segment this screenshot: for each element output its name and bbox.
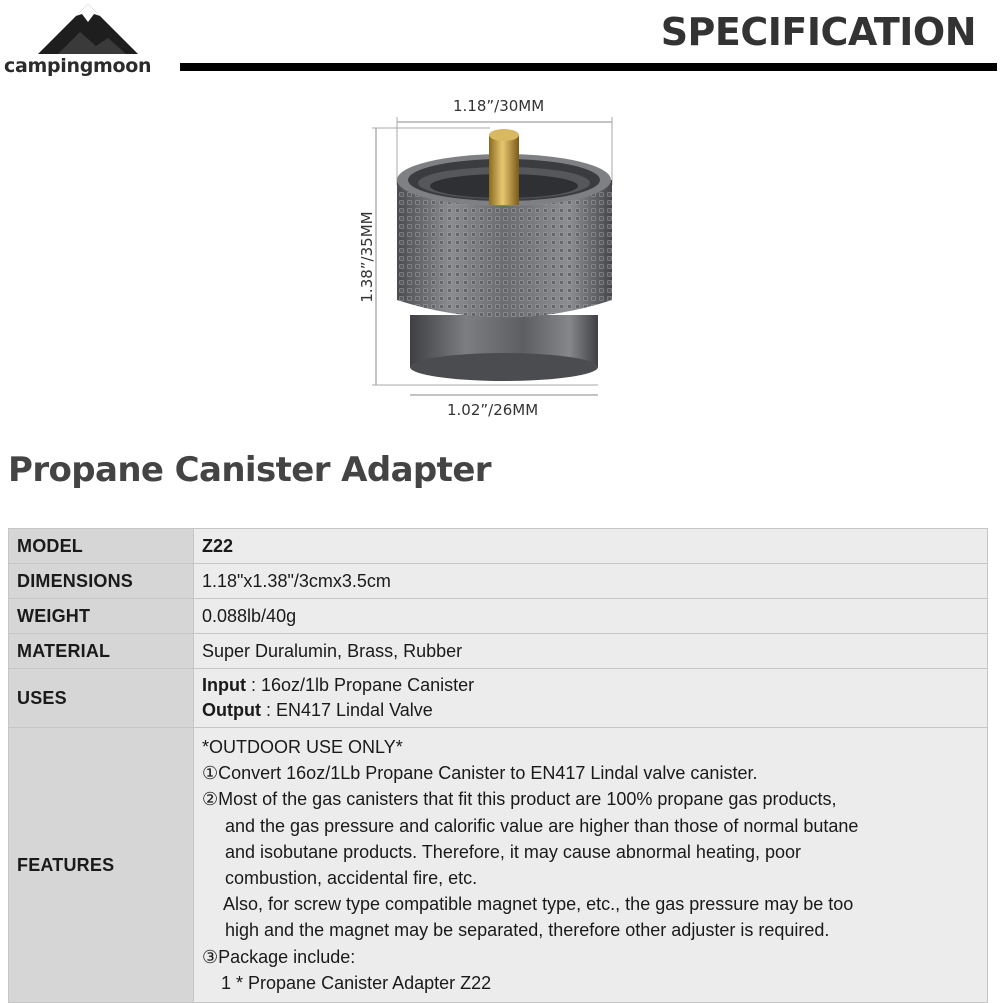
product-title: Propane Canister Adapter: [8, 450, 491, 490]
table-row-material: [9, 634, 988, 669]
spec-key-uses: USES: [9, 669, 194, 728]
spec-value-dimensions: 1.18"x1.38"/3cmx3.5cm: [194, 564, 988, 599]
feature-line: and the gas pressure and calorific value are higher than those of normal butane: [225, 815, 859, 836]
base-dimension-label: 1.02”/26MM: [447, 401, 539, 419]
spec-key-dimensions: DIMENSIONS: [9, 564, 194, 599]
table-row-dimensions: [9, 564, 988, 599]
uses-output-value: : EN417 Lindal Valve: [260, 700, 433, 720]
feature-line: and isobutane products. Therefore, it may cause abnormal heating, poor: [225, 841, 802, 862]
spec-key-weight: WEIGHT: [9, 599, 194, 634]
feature-line: *OUTDOOR USE ONLY*: [202, 737, 403, 757]
table-row-weight: [9, 599, 988, 634]
height-dimension-label: 1.38”/35MM: [358, 211, 376, 303]
width-dimension-label: 1.18”/30MM: [453, 97, 545, 115]
table-row-features: [9, 728, 988, 1003]
feature-line: combustion, accidental fire, etc.: [225, 868, 478, 889]
brand-name: campingmoon: [4, 55, 152, 77]
brand-logo: [4, 2, 180, 82]
uses-output-label: Output: [202, 700, 261, 720]
header-divider: [180, 63, 997, 71]
feature-line: high and the magnet may be separated, therefore other adjuster is required.: [225, 920, 830, 941]
uses-input-value: : 16oz/1lb Propane Canister: [245, 675, 475, 695]
spec-value-features: [194, 728, 988, 1003]
feature-line: 1 * Propane Canister Adapter Z22: [221, 972, 492, 993]
specification-table: [8, 528, 988, 1003]
spec-value-uses: [194, 669, 988, 728]
table-row-model: [9, 529, 988, 564]
mountain-logo-icon: [38, 2, 138, 54]
feature-line: ③Package include:: [202, 946, 356, 967]
uses-output-line: [202, 698, 987, 723]
spec-value-material: Super Duralumin, Brass, Rubber: [194, 634, 988, 669]
feature-line: ①Convert 16oz/1Lb Propane Canister to EN417 Lindal valve canister.: [202, 763, 758, 784]
spec-key-features: FEATURES: [9, 728, 194, 1003]
feature-line: ②Most of the gas canisters that fit this product are 100% propane gas products,: [202, 789, 837, 810]
spec-key-model: MODEL: [9, 529, 194, 564]
spec-value-weight: 0.088lb/40g: [194, 599, 988, 634]
page-title: SPECIFICATION: [660, 10, 976, 54]
spec-value-model: Z22: [194, 529, 988, 564]
uses-input-line: [202, 673, 987, 698]
table-row-uses: [9, 669, 988, 728]
feature-line: Also, for screw type compatible magnet type, etc., the gas pressure may be too: [223, 894, 854, 915]
spec-key-material: MATERIAL: [9, 634, 194, 669]
uses-input-label: Input: [202, 675, 246, 695]
adapter-product-image: [350, 95, 650, 425]
